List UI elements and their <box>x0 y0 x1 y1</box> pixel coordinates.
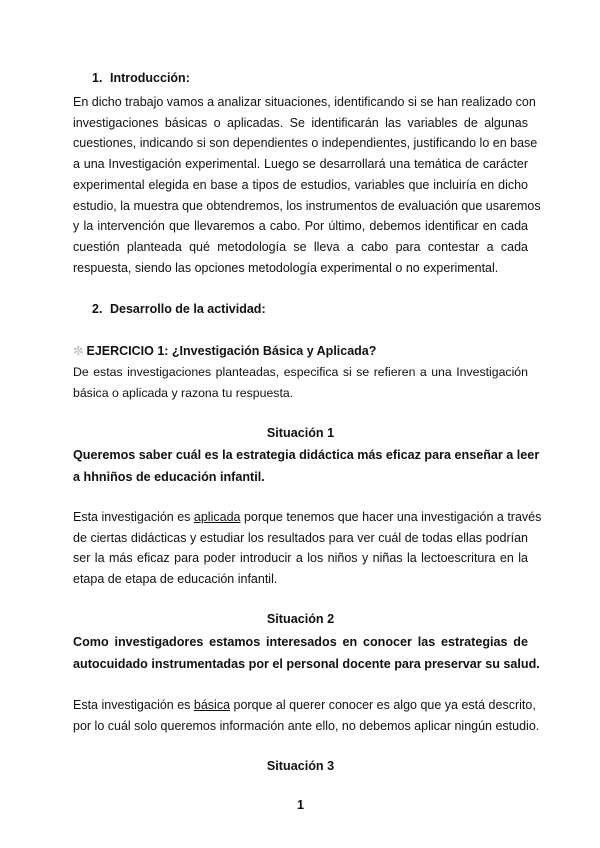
question-line: Queremos saber cuál es la estrategia didáctica más eficaz para enseñar a leer <box>73 448 540 462</box>
paragraph-line: cuestiones, indicando si son dependientes o independientes, justificando lo en base <box>73 136 538 151</box>
section-2-number: 2. <box>92 302 103 316</box>
page-number: 1 <box>296 798 304 812</box>
answer-text: porque tenemos que hacer una investigación a través <box>240 510 542 524</box>
answer-keyword-basica: básica <box>193 698 231 712</box>
answer-line: de ciertas didácticas y estudiar los resultados para ver cuál de todas ellas podrían <box>73 530 528 545</box>
question-line: autocuidado instrumentadas por el personal docente para preservar su salud. <box>73 657 540 671</box>
asterisk-icon: ✼ <box>73 344 84 358</box>
section-2-heading <box>92 302 266 316</box>
answer-first-line <box>73 507 542 528</box>
exercise-1-heading <box>73 343 376 358</box>
section-2-title: Desarrollo de la actividad: <box>110 302 266 316</box>
situation-1-heading: Situación 1 <box>266 426 335 440</box>
exercise-1-title: EJERCICIO 1: ¿Investigación Básica y Aplicada? <box>86 344 377 358</box>
answer-text: Esta investigación es <box>73 510 194 524</box>
situation-1-question <box>73 444 540 488</box>
answer-text: porque al querer conocer es algo que ya está descrito, <box>230 698 536 712</box>
situation-2-answer <box>73 695 540 736</box>
answer-keyword-aplicada: aplicada <box>193 510 241 524</box>
answer-line: etapa de etapa de educación infantil. <box>73 572 278 587</box>
answer-line: ser la más eficaz para poder introducir a los niños y niñas la lectoescritura en la <box>73 551 528 566</box>
question-line: Como investigadores estamos interesados en conocer las estrategias de <box>73 635 528 649</box>
section-1-title: Introducción: <box>110 71 190 85</box>
paragraph-line: De estas investigaciones planteadas, especifica si se refieren a una Investigación <box>73 365 528 379</box>
answer-first-line <box>73 695 536 716</box>
question-line: a hhniños de educación infantil. <box>73 470 265 484</box>
paragraph-line: y la intervención que llevaremos a cabo. Por último, debemos identificar en cada <box>73 219 528 234</box>
situation-1-answer <box>73 507 542 590</box>
paragraph-line: En dicho trabajo vamos a analizar situaciones, identificando si se han realizado con <box>73 95 536 109</box>
section-1-heading <box>92 71 190 85</box>
answer-text: Esta investigación es <box>73 698 194 712</box>
situation-2-heading: Situación 2 <box>266 612 335 626</box>
paragraph-line: experimental elegida en base a tipos de estudios, variables que incluiría en dicho <box>73 177 528 192</box>
situation-3-heading: Situación 3 <box>266 759 335 773</box>
section-1-number: 1. <box>92 71 103 85</box>
situation-2-question <box>73 631 540 675</box>
paragraph-line: cuestión planteada qué metodología se lleva a cabo para contestar a cada <box>73 239 528 254</box>
paragraph-line: investigaciones básicas o aplicadas. Se identificarán las variables de algunas <box>73 115 528 130</box>
introduction-paragraph <box>73 92 541 278</box>
paragraph-line: estudio, la muestra que obtendremos, los instrumentos de evaluación que usaremos <box>73 198 541 213</box>
answer-line: por lo cuál solo queremos información ante ello, no debemos aplicar ningún estudio. <box>73 718 540 733</box>
paragraph-line: básica o aplicada y razona tu respuesta. <box>73 385 294 400</box>
paragraph-line: respuesta, siendo las opciones metodología experimental o no experimental. <box>73 260 499 275</box>
exercise-1-instructions <box>73 362 528 403</box>
paragraph-line: a una Investigación experimental. Luego se desarrollará una temática de carácter <box>73 157 528 172</box>
